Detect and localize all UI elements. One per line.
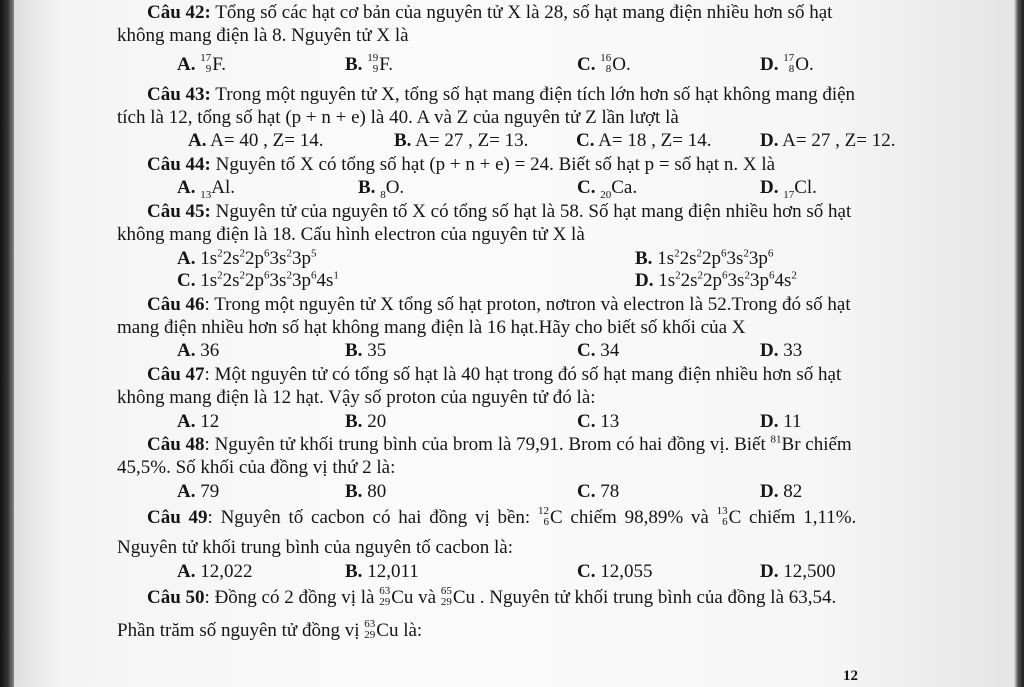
q46-option-d: D. 33 bbox=[760, 340, 803, 361]
q48-option-b: B. 80 bbox=[345, 481, 387, 502]
q45-line2: không mang điện là 18. Cấu hình electron của nguyên tử X là bbox=[117, 224, 585, 245]
q43-line1: Câu 43: Trong một nguyên tử X, tổng số hạt mang điện tích lớn hơn số hạt không mang điện bbox=[147, 84, 856, 105]
q47-option-c: C. 13 bbox=[577, 411, 620, 432]
q44-option-b: B. $_8$O. bbox=[358, 177, 405, 201]
q43-option-a: A. A= 40 , Z= 14. bbox=[188, 130, 324, 151]
q50-line2: Phần trăm số nguyên tử đồng vị 63 29 Cu là: bbox=[117, 617, 423, 641]
q49-option-b: B. 12,011 bbox=[345, 561, 419, 582]
page-number: 12 bbox=[843, 668, 858, 684]
q43-option-b: B. A= 27 , Z= 13. bbox=[394, 130, 529, 151]
q50-line1: Câu 50: Đồng có 2 đồng vị là 63 29 Cu và 65 29 Cu . Nguyên tử khối trung bình của đồng là 63,54. bbox=[147, 584, 837, 608]
q49-option-a: A. 12,022 bbox=[177, 561, 253, 582]
q46-option-a: A. 36 bbox=[177, 340, 220, 361]
q42-option-c: C. 16 8 O. bbox=[577, 51, 631, 75]
q44-option-d: D. $_{17}$Cl. bbox=[760, 177, 817, 201]
q42-option-a: A. 17 9 F. bbox=[177, 51, 227, 75]
q46-option-b: B. 35 bbox=[345, 340, 387, 361]
q42-option-d: D. 17 8 O. bbox=[760, 51, 814, 75]
q48-line1: Câu 48: Nguyên tử khối trung bình của brom là 79,91. Brom có hai đồng vị. Biết $^{81}$Br chiếm bbox=[147, 433, 852, 455]
q48-option-d: D. 82 bbox=[760, 481, 803, 502]
q44-option-c: C. $_{20}$Ca. bbox=[577, 177, 638, 201]
q49-line2: Nguyên tử khối trung bình của nguyên tố cacbon là: bbox=[117, 537, 514, 558]
q49-option-d: D. 12,500 bbox=[760, 561, 836, 582]
q46-line1: Câu 46: Trong một nguyên tử X tổng số hạt proton, nơtron và electron là 52.Trong đó số hạt bbox=[147, 294, 851, 315]
q42-line1: Câu 42: Tổng số các hạt cơ bản của nguyên tử X là 28, số hạt mang điện nhiều hơn số hạt bbox=[147, 2, 833, 23]
q42-option-b: B. 19 9 F. bbox=[345, 51, 393, 75]
left-shadow-edge bbox=[0, 0, 14, 687]
right-shadow-edge bbox=[1014, 0, 1024, 687]
q42-line2: không mang điện là 8. Nguyên tử X là bbox=[117, 25, 409, 46]
q47-option-b: B. 20 bbox=[345, 411, 387, 432]
q45-option-c: C. $1s^22s^22p^63s^23p^64s^1$ bbox=[177, 269, 339, 291]
q43-line2: tích là 12, tổng số hạt (p + n + e) là 40. A và Z của nguyên tử Z lần lượt là bbox=[117, 107, 679, 128]
q45-option-b: B. $1s^22s^22p^63s^23p^6$ bbox=[635, 247, 774, 269]
q48-line2: 45,5%. Số khối của đồng vị thứ 2 là: bbox=[117, 457, 396, 478]
q43-option-d: D. A= 27 , Z= 12. bbox=[760, 130, 896, 151]
q46-line2: mang điện nhiều hơn số hạt không mang điện là 16 hạt.Hãy cho biết số khối của X bbox=[117, 317, 746, 338]
q46-option-c: C. 34 bbox=[577, 340, 620, 361]
q49-option-c: C. 12,055 bbox=[577, 561, 653, 582]
q47-option-d: D. 11 bbox=[760, 411, 802, 432]
q47-line1: Câu 47: Một nguyên tử có tổng số hạt là 40 hạt trong đó số hạt mang điện nhiều hơn số hạt bbox=[147, 364, 842, 385]
q45-option-a: A. $1s^22s^22p^63s^23p^5$ bbox=[177, 247, 317, 269]
q44-option-a: A. $_{13}$Al. bbox=[177, 177, 235, 201]
q43-option-c: C. A= 18 , Z= 14. bbox=[576, 130, 712, 151]
q45-option-d: D. $1s^22s^22p^63s^23p^64s^2$ bbox=[635, 269, 797, 291]
q49-line1: Câu 49: Nguyên tố cacbon có hai đồng vị bền: 12 6 C chiếm 98,89% và 13 6 C chiếm 1,11%. bbox=[147, 504, 857, 528]
q48-option-a: A. 79 bbox=[177, 481, 220, 502]
q45-line1: Câu 45: Nguyên tử của nguyên tố X có tổng số hạt là 58. Số hạt mang điện nhiều hơn số hạt bbox=[147, 201, 852, 222]
q47-option-a: A. 12 bbox=[177, 411, 220, 432]
q44-line1: Câu 44: Nguyên tố X có tổng số hạt (p + n + e) = 24. Biết số hạt p = số hạt n. X là bbox=[147, 154, 776, 175]
q48-option-c: C. 78 bbox=[577, 481, 620, 502]
q47-line2: không mang điện là 12 hạt. Vậy số proton của nguyên tử đó là: bbox=[117, 387, 596, 408]
